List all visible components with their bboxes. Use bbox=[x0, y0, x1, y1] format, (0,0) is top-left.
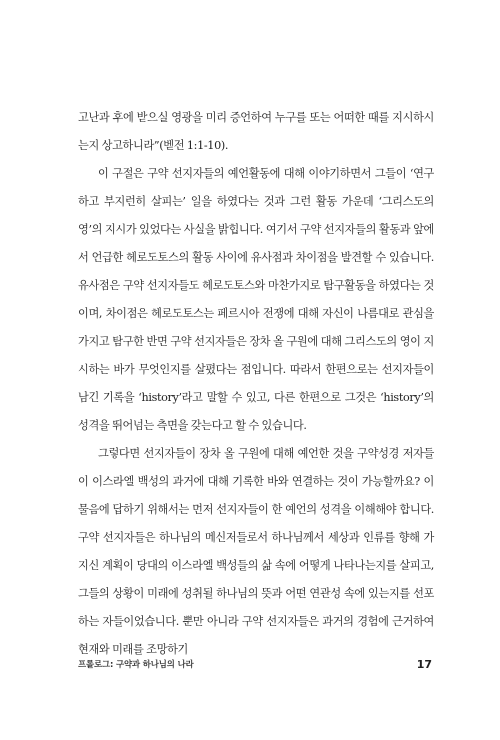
page-number: 17 bbox=[416, 657, 432, 671]
paragraph-prophecy-nature: 그렇다면 선지자들이 장차 올 구원에 대해 예언한 것을 구약성경 저자들이 이스라엘 백성의 과거에 대해 기록한 바와 연결하는 것이 가능할까요? 이 물음에 답하기 위해서는 먼저 선지자들이 한 예언의 성격을 이해해야 합니다. 구약 선지자들은 하나님의 메신저들로서 하나님께서 세상과 인류를 향해 가지신 계획이 당대의 이스라엘 백성들의 삶 속에 어떻게 나타나는지를 살피고, 그들의 상황이 미래에 성취될 하나님의 뜻과 어떤 연관성 속에 있는지를 선포하는 자들이었습니다. 뿐만 아니라 구약 선지자들은 과거의 경험에 근거하여 현재와 미래를 조망하기 bbox=[78, 447, 434, 656]
page-footer bbox=[78, 656, 432, 672]
paragraph-continuation: 고난과 후에 받으실 영광을 미리 증언하여 누구를 또는 어떠한 때를 지시하시는지 상고하니라”(벧전 1:1-10). bbox=[78, 111, 434, 152]
running-title: 프롤로그: 구약과 하나님의 나라 bbox=[78, 659, 194, 669]
body-text bbox=[78, 104, 434, 664]
paragraph-prophets-history: 이 구절은 구약 선지자들의 예언활동에 대해 이야기하면서 그들이 ‘연구하고 부지런히 살피는’ 일을 하였다는 것과 그런 활동 가운데 ‘그리스도의 영’의 지시가 있었다는 사실을 밝힙니다. 여기서 구약 선지자들의 활동과 앞에서 언급한 헤로도토스의 활동 사이에 유사점과 차이점을 발견할 수 있습니다. 유사점은 구약 선지자들도 헤로도토스와 마찬가지로 탐구활동을 하였다는 것이며, 차이점은 헤로도토스는 페르시아 전쟁에 대해 자신이 나름대로 관심을 가지고 탐구한 반면 구약 선지자들은 장차 올 구원에 대해 그리스도의 영이 지시하는 바가 무엇인지를 살폈다는 점입니다. 따라서 한편으로는 선지자들이 남긴 기록을 ‘history’라고 말할 수 있고, 다른 한편으로 그것은 ‘history’의 성격을 뛰어넘는 측면을 갖는다고 할 수 있습니다. bbox=[78, 167, 434, 432]
